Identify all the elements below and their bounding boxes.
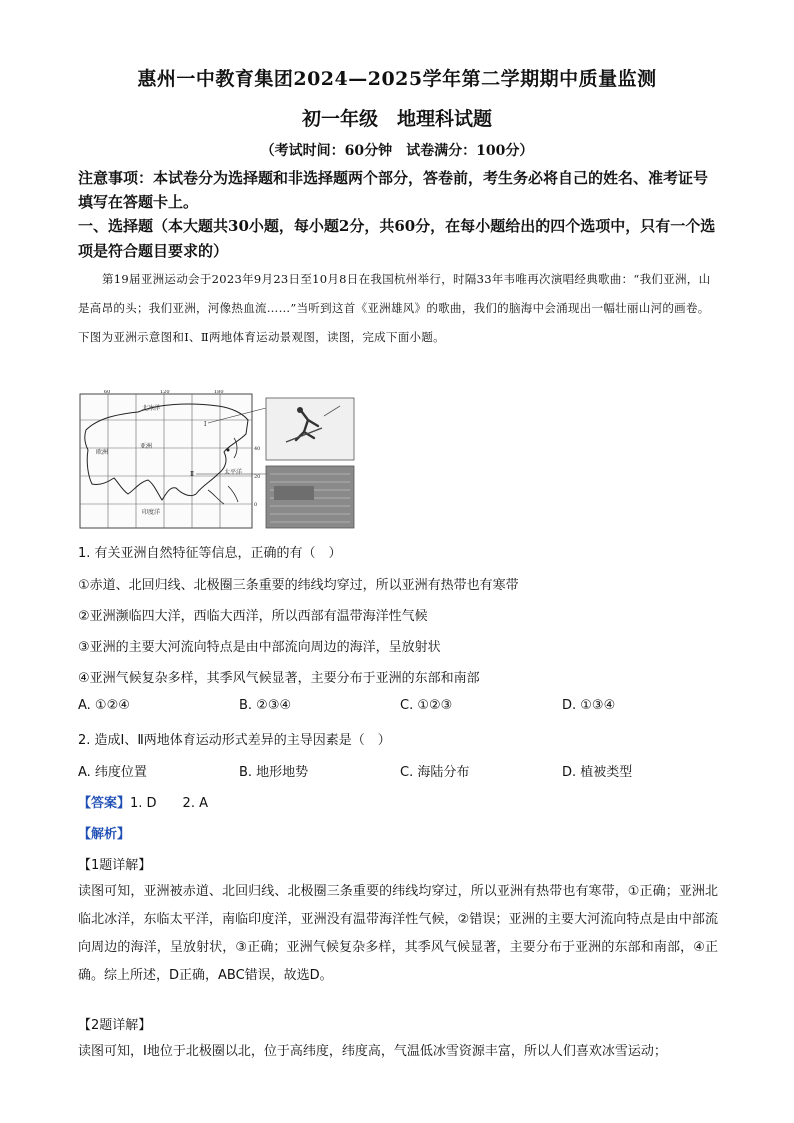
analysis-tag: 【解析】 bbox=[78, 827, 131, 842]
q1-option-b[interactable]: B. ②③④ bbox=[239, 698, 292, 713]
q1-option-d[interactable]: D. ①③④ bbox=[562, 698, 616, 713]
answer-text: 1. D 2. A bbox=[130, 796, 208, 811]
lon-label-180: 180 bbox=[214, 390, 224, 395]
q2-option-a[interactable]: A. 纬度位置 bbox=[78, 765, 147, 780]
detail-1-heading: 【1题详解】 bbox=[78, 858, 152, 873]
lat-label-40: 40 bbox=[254, 446, 261, 452]
q2-option-d[interactable]: D. 植被类型 bbox=[562, 765, 633, 780]
q1-option-c[interactable]: C. ①②③ bbox=[400, 698, 453, 713]
photo-water-sport bbox=[266, 466, 354, 528]
detail-1-text: 读图可知，亚洲被赤道、北回归线、北极圈三条重要的纬线均穿过，所以亚洲有热带也有寒带，①正确；亚洲北临北冰洋，东临太平洋，南临印度洋，亚洲没有温带海洋性气候，②错误；亚洲的主要大河流向特点是由中部流向周边的海洋，呈放射状，③正确；亚洲气候复杂多样，其季风气候显著，主要分布于亚洲的东部和南部，④正确。综上所述，D正确，ABC错误，故选D。 bbox=[78, 884, 718, 983]
map-label-pacific: 太平洋 bbox=[224, 469, 243, 476]
photo-skiing bbox=[266, 398, 354, 460]
lat-label-20: 20 bbox=[254, 474, 261, 480]
lon-label-120: 120 bbox=[160, 390, 170, 395]
q1-statement-2: ②亚洲濒临四大洋，西临大西洋，所以西部有温带海洋性气候 bbox=[78, 609, 428, 624]
question-2-stem: 2. 造成Ⅰ、Ⅱ两地体育运动形式差异的主导因素是（ ） bbox=[78, 733, 391, 748]
q2-option-b[interactable]: B. 地形地势 bbox=[239, 765, 309, 780]
detail-2-heading: 【2题详解】 bbox=[78, 1018, 152, 1033]
lat-label-0: 0 bbox=[254, 502, 258, 508]
notice: 注意事项：本试卷分为选择题和非选择题两个部分，答卷前，考生务必将自己的姓名、准考证号填写在答题卡上。 bbox=[78, 169, 709, 211]
map-label-asia: 亚洲 bbox=[140, 443, 153, 450]
map-label-site-1: Ⅰ bbox=[204, 421, 207, 428]
exam-title: 惠州一中教育集团2024—2025学年第二学期期中质量监测 bbox=[137, 68, 657, 90]
exam-subtitle: 初一年级 地理科试题 bbox=[301, 108, 492, 130]
map-label-europe: 欧洲 bbox=[96, 449, 109, 456]
q1-statement-4: ④亚洲气候复杂多样，其季风气候显著，主要分布于亚洲的东部和南部 bbox=[78, 671, 480, 686]
exam-info: （考试时间：60分钟 试卷满分：100分） bbox=[260, 143, 534, 159]
map-label-arctic: 北冰洋 bbox=[142, 405, 161, 412]
answer-line bbox=[78, 792, 208, 811]
detail-2-text: 读图可知，I地位于北极圈以北，位于高纬度，纬度高，气温低冰雪资源丰富，所以人们喜欢冰雪运动； bbox=[78, 1044, 667, 1059]
analysis-line bbox=[78, 823, 130, 842]
question-1-stem: 1. 有关亚洲自然特征等信息，正确的有（ ） bbox=[78, 546, 342, 561]
map-label-indian-ocean: 印度洋 bbox=[142, 509, 161, 516]
answer-tag: 【答案】 bbox=[78, 796, 131, 811]
q1-option-a[interactable]: A. ①②④ bbox=[78, 698, 130, 713]
q1-statement-1: ①赤道、北回归线、北极圈三条重要的纬线均穿过，所以亚洲有热带也有寒带 bbox=[78, 578, 519, 593]
map-label-site-2: Ⅱ bbox=[190, 471, 195, 478]
asia-map-figure bbox=[78, 390, 360, 532]
intro-paragraph: 第19届亚洲运动会于2023年9月23日至10月8日在我国杭州举行，时隔33年韦唯再次演唱经典歌曲：“我们亚洲，山是高昂的头；我们亚洲，河像热血流……”当听到这首《亚洲雄风》的歌曲，我们的脑海中会涌现出一幅壮丽山河的画卷。下图为亚洲示意图和Ⅰ、Ⅱ两地体育运动景观图，读图，完成下面小题。 bbox=[78, 272, 711, 344]
q2-option-c[interactable]: C. 海陆分布 bbox=[400, 765, 470, 780]
section-title: 一、选择题（本大题共30小题，每小题2分，共60分，在每小题给出的四个选项中，只有一个选项是符合题目要求的） bbox=[78, 217, 716, 260]
q1-statement-3: ③亚洲的主要大河流向特点是由中部流向周边的海洋，呈放射状 bbox=[78, 640, 441, 655]
asia-map bbox=[80, 390, 266, 528]
lon-label-60: 60 bbox=[104, 390, 111, 395]
